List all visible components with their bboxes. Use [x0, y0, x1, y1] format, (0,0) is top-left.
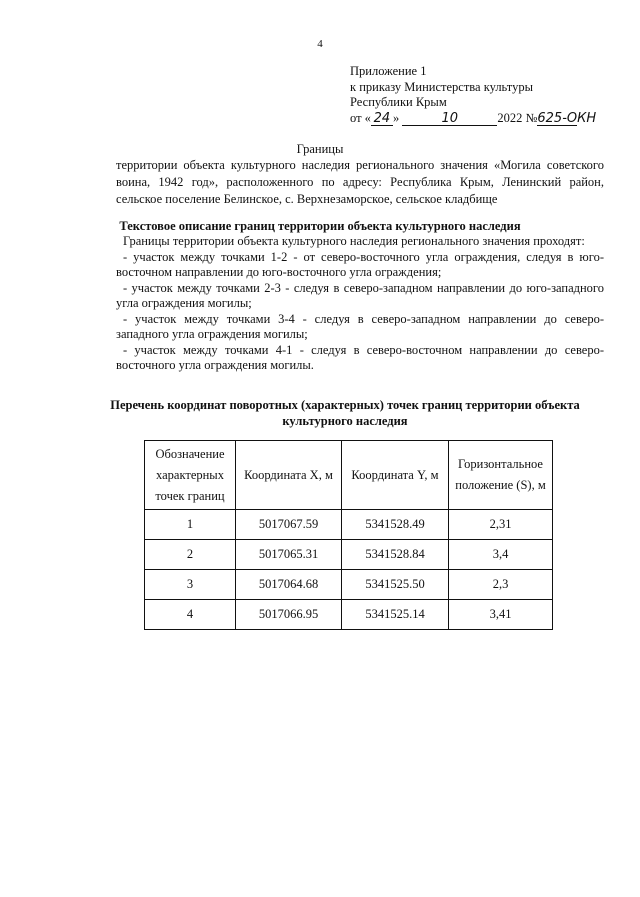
cell-x: 5017065.31 — [236, 540, 342, 570]
appendix-block — [350, 64, 597, 126]
cell-s: 3,41 — [449, 600, 553, 630]
order-quote-close: » — [392, 110, 400, 125]
cell-x: 5017067.59 — [236, 510, 342, 540]
order-year: 2022 № — [497, 110, 538, 125]
table-header-row — [145, 441, 553, 510]
description-heading: Текстовое описание границ территории объекта культурного наследия — [119, 219, 521, 233]
cell-point: 2 — [145, 540, 236, 570]
description-paragraph: Границы территории объекта культурного наследия регионального значения проходят: — [123, 234, 585, 248]
description-paragraph: - участок между точками 2-3 - следуя в северо-западном направлении до юго-западного угла ограждения могилы; — [116, 280, 604, 310]
coordinates-table — [144, 440, 553, 630]
description-body — [116, 234, 604, 374]
cell-x: 5017066.95 — [236, 600, 342, 630]
appendix-line-1: Приложение 1 — [350, 64, 427, 78]
order-from-prefix: от « — [350, 110, 371, 125]
table-row — [145, 600, 553, 630]
cell-s: 2,3 — [449, 570, 553, 600]
description-paragraph: - участок между точками 1-2 - от северо-восточного угла ограждения, следуя в юго-восточном направлении до юго-восточного угла ограждения; — [116, 249, 604, 279]
cell-x: 5017064.68 — [236, 570, 342, 600]
column-header-y: Координата Y, м — [342, 441, 449, 510]
description-paragraph: - участок между точками 4-1 - следуя в северо-восточном направлении до северо-восточного угла ограждения могилы. — [116, 342, 604, 372]
page-number: 4 — [317, 38, 323, 50]
cell-point: 1 — [145, 510, 236, 540]
table-row — [145, 540, 553, 570]
cell-point: 3 — [145, 570, 236, 600]
cell-s: 3,4 — [449, 540, 553, 570]
cell-y: 5341528.49 — [342, 510, 449, 540]
cell-y: 5341525.50 — [342, 570, 449, 600]
table-heading: Перечень координат поворотных (характерных) точек границ территории объекта культурного наследия — [110, 398, 580, 428]
cell-point: 4 — [145, 600, 236, 630]
document-subject: территории объекта культурного наследия регионального значения «Могила советского воина, 1942 год», расположенного по адресу: Республика Крым, Ленинский район, сельское поселение Белинское, с. Верхнезаморское, сельское кладбище — [116, 158, 604, 206]
column-header-point: Обозначение характерных точек границ — [145, 441, 236, 510]
cell-y: 5341525.14 — [342, 600, 449, 630]
description-paragraph: - участок между точками 3-4 - следуя в северо-западном направлении до северо-западного угла ограждения могилы; — [116, 311, 604, 341]
column-header-s: Горизонтальное положение (S), м — [449, 441, 553, 510]
table-row — [145, 570, 553, 600]
handwritten-day: 24 — [371, 112, 393, 126]
appendix-line-3: Республики Крым — [350, 95, 447, 109]
handwritten-order-number: 625-ОКН — [537, 110, 597, 126]
table-row — [145, 510, 553, 540]
column-header-x: Координата X, м — [236, 441, 342, 510]
order-date-line — [350, 110, 597, 127]
handwritten-month: 10 — [402, 112, 497, 126]
document-title: Границы — [296, 142, 344, 156]
cell-y: 5341528.84 — [342, 540, 449, 570]
appendix-line-2: к приказу Министерства культуры — [350, 79, 533, 94]
cell-s: 2,31 — [449, 510, 553, 540]
